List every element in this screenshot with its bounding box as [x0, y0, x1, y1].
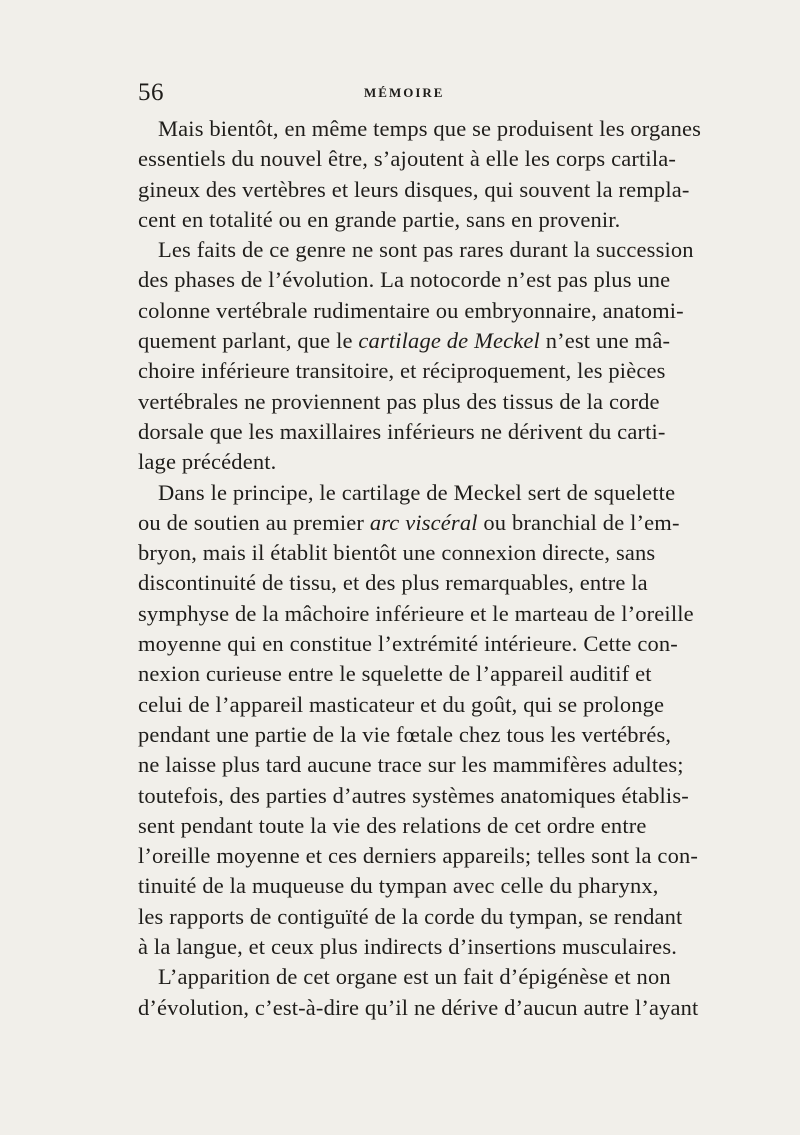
text-segment: ne laisse plus tard aucune trace sur les mammifères adultes;	[138, 752, 684, 778]
text-line	[138, 629, 738, 659]
text-line	[138, 902, 738, 932]
text-line	[138, 599, 738, 629]
page-number: 56	[138, 79, 164, 106]
text-segment: les rapports de contiguïté de la corde du tympan, se rendant	[138, 903, 683, 929]
text-line	[138, 690, 738, 720]
text-line	[138, 841, 738, 871]
text-segment: choire inférieure transitoire, et réciproquement, les pièces	[138, 358, 666, 384]
text-segment: essentiels du nouvel être, s’ajoutent à elle les corps cartila-	[138, 146, 677, 172]
text-line	[138, 265, 738, 295]
text-segment: dorsale que les maxillaires inférieurs ne dérivent du carti-	[138, 418, 666, 444]
text-segment: ou branchial de l’em-	[477, 509, 680, 535]
text-segment: vertébrales ne proviennent pas plus des tissus de la corde	[138, 388, 660, 414]
text-segment: pendant une partie de la vie fœtale chez tous les vertébrés,	[138, 721, 672, 747]
text-line	[138, 781, 738, 811]
text-segment: toutefois, des parties d’autres systèmes anatomiques établis-	[138, 782, 689, 808]
text-line	[138, 538, 738, 568]
text-segment: d’évolution, c’est-à-dire qu’il ne dérive d’aucun autre l’ayant	[138, 994, 699, 1020]
text-line	[138, 811, 738, 841]
text-line	[138, 144, 738, 174]
text-segment: bryon, mais il établit bientôt une connexion directe, sans	[138, 540, 656, 566]
text-segment: n’est une mâ-	[539, 328, 671, 354]
text-line	[138, 296, 738, 326]
text-line	[138, 750, 738, 780]
text-segment: Mais bientôt, en même temps que se produisent les organes	[158, 116, 702, 141]
text-line	[138, 356, 738, 386]
body-text	[138, 114, 738, 1023]
text-segment: colonne vertébrale rudimentaire ou embryonnaire, anatomi-	[138, 297, 684, 323]
running-head: MÉMOIRE	[364, 85, 445, 100]
text-segment: discontinuité de tissu, et des plus remarquables, entre la	[138, 570, 648, 596]
text-segment: lage précédent.	[138, 449, 277, 475]
text-line	[138, 993, 738, 1023]
text-line	[138, 326, 738, 356]
text-segment: à la langue, et ceux plus indirects d’insertions musculaires.	[138, 934, 677, 960]
text-line	[138, 387, 738, 417]
text-segment: celui de l’appareil masticateur et du goût, qui se prolonge	[138, 691, 665, 717]
text-segment: cent en totalité ou en grande partie, sans en provenir.	[138, 206, 621, 232]
text-segment: ou de soutien au premier	[138, 509, 370, 535]
text-line	[138, 962, 738, 992]
text-line	[138, 175, 738, 205]
text-line	[138, 568, 738, 598]
text-line	[138, 720, 738, 750]
italic-term: cartilage de Meckel	[358, 328, 540, 354]
text-segment: Dans le principe, le cartilage de Meckel sert de squelette	[158, 479, 676, 505]
text-line	[138, 659, 738, 689]
page-header	[138, 78, 698, 108]
text-segment: moyenne qui en constitue l’extrémité intérieure. Cette con-	[138, 631, 678, 657]
text-line	[138, 417, 738, 447]
text-line	[138, 205, 738, 235]
text-segment: l’oreille moyenne et ces derniers appareils; telles sont la con-	[138, 843, 699, 869]
text-segment: symphyse de la mâchoire inférieure et le marteau de l’oreille	[138, 600, 694, 626]
text-segment: nexion curieuse entre le squelette de l’appareil auditif et	[138, 661, 652, 687]
text-segment: gineux des vertèbres et leurs disques, qui souvent la rempla-	[138, 176, 690, 202]
text-line	[138, 114, 738, 144]
text-segment: quement parlant, que le	[138, 328, 359, 354]
text-line	[138, 235, 738, 265]
text-line	[138, 478, 738, 508]
text-line	[138, 871, 738, 901]
text-segment: sent pendant toute la vie des relations de cet ordre entre	[138, 812, 647, 838]
text-segment: des phases de l’évolution. La notocorde n’est pas plus une	[138, 267, 671, 293]
text-segment: L’apparition de cet organe est un fait d’épigénèse et non	[158, 964, 671, 990]
text-line	[138, 932, 738, 962]
text-line	[138, 508, 738, 538]
text-segment: Les faits de ce genre ne sont pas rares durant la succession	[158, 237, 694, 263]
italic-term: arc viscéral	[369, 509, 478, 535]
text-line	[138, 447, 738, 477]
text-segment: tinuité de la muqueuse du tympan avec celle du pharynx,	[138, 873, 659, 899]
